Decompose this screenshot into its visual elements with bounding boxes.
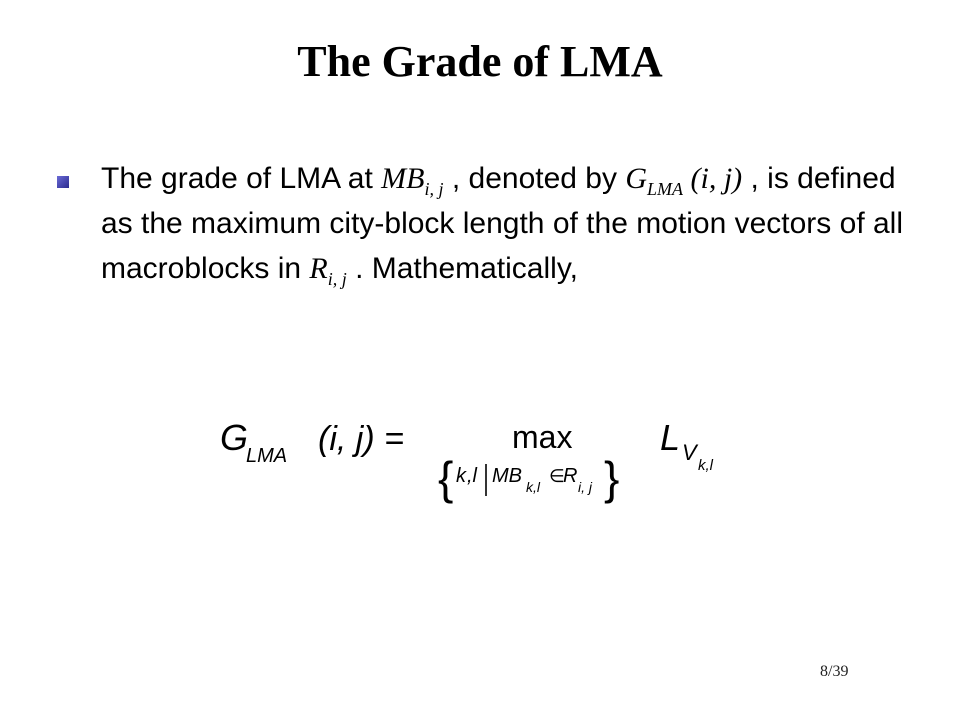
- formula-graphic: [220, 408, 760, 508]
- formula-cond-in: ∈: [549, 466, 565, 486]
- formula-cond-mb: MB: [492, 465, 522, 487]
- formula-right-brace: }: [604, 452, 620, 504]
- g-symbol: G: [625, 162, 647, 195]
- square-bullet-icon: [57, 176, 69, 188]
- r-subscript: i, j: [327, 269, 347, 289]
- formula-lhs-args: (i, j) =: [318, 420, 404, 458]
- bullet-paragraph: [101, 156, 931, 291]
- g-arguments: (i, j): [683, 162, 743, 195]
- r-symbol: R: [309, 252, 328, 285]
- page-number: 8/39: [820, 663, 849, 680]
- formula-cond-r: R: [563, 465, 578, 487]
- formula-g-subscript: LMA: [246, 445, 288, 467]
- formula-cond-l: ,l: [467, 465, 477, 487]
- bullet-text-part: . Mathematically,: [346, 252, 578, 285]
- formula: [220, 408, 760, 508]
- bullet-text-part: , denoted by: [443, 162, 626, 195]
- formula-max-operator: max: [512, 419, 573, 455]
- mb-subscript: i, j: [424, 179, 444, 199]
- mb-symbol: MB: [381, 162, 425, 195]
- slide-title: The Grade of LMA: [297, 37, 663, 86]
- formula-cond-k: k: [456, 465, 466, 487]
- bullet-text-part: , is defined as the maximum city-block length of the motion vectors of all macroblocks in: [101, 162, 904, 285]
- formula-left-brace: {: [438, 452, 454, 504]
- formula-l: L: [660, 417, 681, 458]
- formula-v-subscript: k,l: [698, 457, 713, 474]
- formula-v: V: [682, 440, 697, 465]
- formula-cond-r-subscript: i, j: [578, 479, 592, 495]
- bullet-text-part: The grade of LMA at: [101, 162, 382, 195]
- g-subscript: LMA: [647, 179, 683, 199]
- formula-g: G: [220, 417, 249, 458]
- formula-cond-mb-subscript: k,l: [526, 479, 540, 495]
